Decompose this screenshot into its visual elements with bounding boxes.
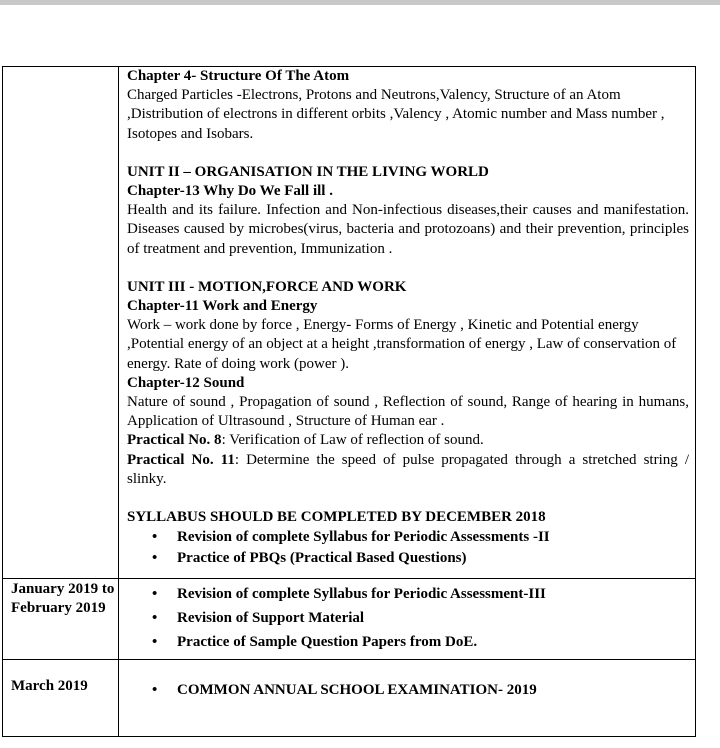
content-cell — [119, 579, 696, 660]
list-item: • Practice of PBQs (Practical Based Questions) — [152, 548, 689, 569]
practical-11-text: : Determine the speed of pulse propagated through a stretched string / slinky. — [127, 451, 689, 487]
list-item: • Practice of Sample Question Papers from DoE. — [152, 630, 689, 654]
practical-8 — [127, 431, 689, 450]
list-item: • Revision of Support Material — [152, 606, 689, 630]
list-item: • COMMON ANNUAL SCHOOL EXAMINATION- 2019 — [152, 680, 689, 701]
table-row — [3, 67, 696, 579]
chapter-13-title: Chapter-13 Why Do We Fall ill . — [127, 183, 333, 200]
month-cell: January 2019 to February 2019 — [3, 579, 119, 660]
chapter-12-text: Nature of sound , Propagation of sound , Reflection of sound, Range of hearing in humans, Application of Ultrasound , Structure of Human ear . — [127, 394, 689, 430]
table-row — [3, 579, 696, 660]
chapter-4-title: Chapter 4- Structure Of The Atom — [127, 68, 350, 84]
row3-bullet-list — [127, 680, 689, 701]
chapter-4-text: Charged Particles -Electrons, Protons and Neutrons,Valency, Structure of an Atom ,Distribution of electrons in different orbits ,Valency , Atomic number and Mass number , Isotopes and Isobars. — [127, 87, 665, 142]
content-cell — [119, 660, 696, 737]
chapter-11-title: Chapter-11 Work and Energy — [127, 298, 318, 315]
content-cell — [119, 67, 696, 579]
list-item: • Revision of complete Syllabus for Periodic Assessment-III — [152, 582, 689, 606]
chapter-13-text: Health and its failure. Infection and Non-infectious diseases,their causes and manifestation. Diseases caused by microbes(virus, bacteria and protozoans) and their prevention, principles of treatment and prevention, Immunization . — [127, 202, 689, 257]
practical-8-label: Practical No. 8 — [127, 432, 222, 449]
syllabus-table — [2, 66, 696, 737]
row1-bullet-list — [127, 527, 689, 568]
practical-11 — [127, 451, 689, 489]
chapter-12-title: Chapter-12 Sound — [127, 374, 245, 391]
month-cell — [3, 67, 119, 579]
top-border-strip — [0, 0, 720, 5]
row2-bullet-list — [127, 582, 689, 654]
chapter-11-text: Work – work done by force , Energy- Forms of Energy , Kinetic and Potential energy ,Potential energy of an object at a height ,transformation of energy , Law of conservation of energy. Rate of doing work (power ). — [127, 317, 677, 372]
unit-2-title: UNIT II – ORGANISATION IN THE LIVING WORLD — [127, 163, 489, 180]
syllabus-note: SYLLABUS SHOULD BE COMPLETED BY DECEMBER 2018 — [127, 509, 546, 526]
list-item: • Revision of complete Syllabus for Periodic Assessments -II — [152, 527, 689, 548]
practical-8-text: : Verification of Law of reflection of sound. — [221, 432, 484, 449]
month-cell: March 2019 — [3, 660, 119, 737]
table-row — [3, 660, 696, 737]
practical-11-label: Practical No. 11 — [127, 451, 235, 468]
unit-3-title: UNIT III - MOTION,FORCE AND WORK — [127, 278, 407, 295]
